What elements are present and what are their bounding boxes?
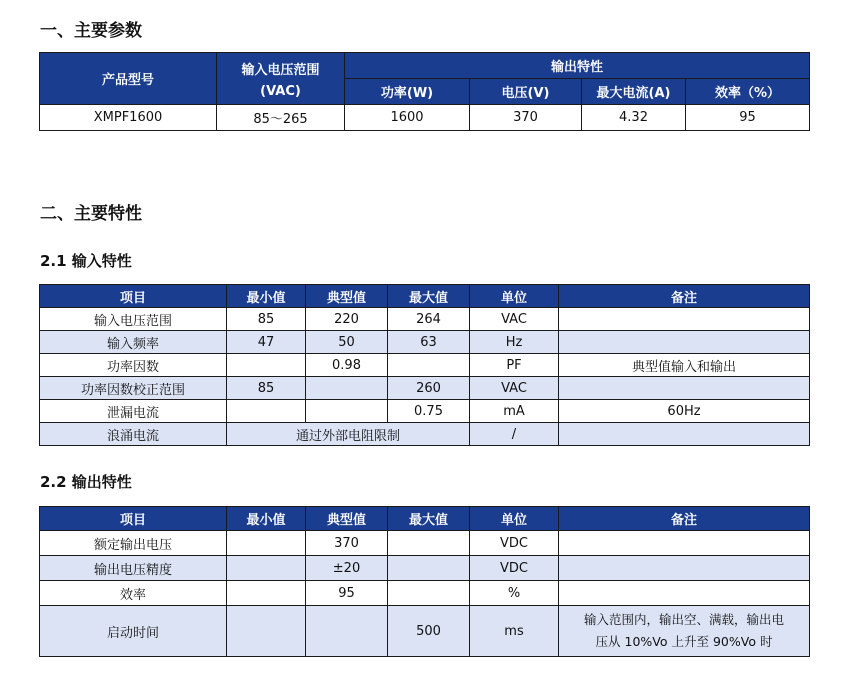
header-input-voltage-label: 输入电压范围 bbox=[241, 62, 320, 78]
cell-power: 1600 bbox=[345, 105, 470, 131]
header-voltage: 电压(V) bbox=[470, 79, 582, 105]
table-row bbox=[40, 354, 810, 377]
header-efficiency: 效率（%） bbox=[686, 79, 810, 105]
subsection-title-output: 2.2 输出特性 bbox=[40, 473, 132, 491]
cell-max: 63 bbox=[388, 331, 470, 354]
cell-unit: PF bbox=[470, 354, 559, 377]
note-line-2: 压从 10%Vo 上升至 90%Vo 时 bbox=[595, 634, 773, 649]
table-row bbox=[40, 400, 810, 423]
cell-input-range: 85～265 bbox=[217, 105, 345, 131]
cell-note bbox=[559, 377, 810, 400]
table-row bbox=[40, 423, 810, 446]
table-row bbox=[40, 531, 810, 556]
output-spec-table bbox=[39, 506, 810, 657]
table-row bbox=[40, 556, 810, 581]
cell-typ bbox=[306, 606, 388, 657]
cell-note: 60Hz bbox=[559, 400, 810, 423]
cell-model: XMPF1600 bbox=[40, 105, 217, 131]
cell-note: 典型值输入和输出 bbox=[559, 354, 810, 377]
header-power: 功率(W) bbox=[345, 79, 470, 105]
header-input-voltage bbox=[217, 53, 345, 105]
cell-efficiency: 95 bbox=[686, 105, 810, 131]
cell-item: 功率因数校正范围 bbox=[40, 377, 227, 400]
cell-unit: ms bbox=[470, 606, 559, 657]
cell-max bbox=[388, 531, 470, 556]
cell-max bbox=[388, 556, 470, 581]
cell-typ: 220 bbox=[306, 308, 388, 331]
table-row bbox=[40, 377, 810, 400]
cell-typ bbox=[306, 377, 388, 400]
header-min: 最小值 bbox=[227, 285, 306, 308]
table-row bbox=[40, 331, 810, 354]
cell-item: 功率因数 bbox=[40, 354, 227, 377]
header-min: 最小值 bbox=[227, 507, 306, 531]
table-row bbox=[40, 308, 810, 331]
cell-max: 264 bbox=[388, 308, 470, 331]
subsection-title-input: 2.1 输入特性 bbox=[40, 252, 132, 270]
header-unit: 单位 bbox=[470, 507, 559, 531]
cell-merged-value: 通过外部电阻限制 bbox=[227, 423, 470, 446]
cell-item: 额定输出电压 bbox=[40, 531, 227, 556]
header-note: 备注 bbox=[559, 285, 810, 308]
cell-max bbox=[388, 354, 470, 377]
header-item: 项目 bbox=[40, 285, 227, 308]
cell-note bbox=[559, 556, 810, 581]
cell-min: 47 bbox=[227, 331, 306, 354]
cell-typ: 0.98 bbox=[306, 354, 388, 377]
cell-item: 泄漏电流 bbox=[40, 400, 227, 423]
cell-min bbox=[227, 606, 306, 657]
cell-max-current: 4.32 bbox=[582, 105, 686, 131]
header-max: 最大值 bbox=[388, 507, 470, 531]
cell-note bbox=[559, 531, 810, 556]
cell-max: 500 bbox=[388, 606, 470, 657]
header-typ: 典型值 bbox=[306, 285, 388, 308]
cell-item: 启动时间 bbox=[40, 606, 227, 657]
cell-item: 输入频率 bbox=[40, 331, 227, 354]
cell-unit: / bbox=[470, 423, 559, 446]
cell-note bbox=[559, 581, 810, 606]
header-unit: 单位 bbox=[470, 285, 559, 308]
cell-typ: ±20 bbox=[306, 556, 388, 581]
table-row bbox=[40, 581, 810, 606]
cell-item: 输出电压精度 bbox=[40, 556, 227, 581]
cell-note bbox=[559, 606, 810, 657]
header-max-current: 最大电流(A) bbox=[582, 79, 686, 105]
cell-unit: % bbox=[470, 581, 559, 606]
cell-note bbox=[559, 331, 810, 354]
cell-typ: 370 bbox=[306, 531, 388, 556]
cell-unit: VDC bbox=[470, 531, 559, 556]
table-row bbox=[40, 606, 810, 657]
cell-min bbox=[227, 556, 306, 581]
cell-typ bbox=[306, 400, 388, 423]
header-model: 产品型号 bbox=[40, 53, 217, 105]
cell-unit: mA bbox=[470, 400, 559, 423]
cell-min bbox=[227, 400, 306, 423]
cell-item: 输入电压范围 bbox=[40, 308, 227, 331]
note-line-1: 输入范围内，输出空、满载，输出电 bbox=[583, 612, 784, 627]
main-params-table bbox=[39, 52, 810, 131]
table-row bbox=[40, 105, 810, 131]
cell-min bbox=[227, 531, 306, 556]
cell-voltage: 370 bbox=[470, 105, 582, 131]
cell-min bbox=[227, 354, 306, 377]
cell-max: 260 bbox=[388, 377, 470, 400]
header-input-voltage-unit: (VAC) bbox=[260, 83, 301, 99]
cell-min bbox=[227, 581, 306, 606]
cell-min: 85 bbox=[227, 377, 306, 400]
cell-min: 85 bbox=[227, 308, 306, 331]
cell-unit: VAC bbox=[470, 308, 559, 331]
section-title-main-features: 二、主要特性 bbox=[40, 204, 142, 224]
cell-unit: Hz bbox=[470, 331, 559, 354]
cell-unit: VAC bbox=[470, 377, 559, 400]
cell-unit: VDC bbox=[470, 556, 559, 581]
cell-max: 0.75 bbox=[388, 400, 470, 423]
input-spec-table bbox=[39, 284, 810, 446]
cell-typ: 95 bbox=[306, 581, 388, 606]
cell-note bbox=[559, 308, 810, 331]
cell-typ: 50 bbox=[306, 331, 388, 354]
header-item: 项目 bbox=[40, 507, 227, 531]
header-typ: 典型值 bbox=[306, 507, 388, 531]
cell-item: 效率 bbox=[40, 581, 227, 606]
header-output: 输出特性 bbox=[345, 53, 810, 79]
cell-max bbox=[388, 581, 470, 606]
section-title-main-params: 一、主要参数 bbox=[40, 21, 142, 41]
header-max: 最大值 bbox=[388, 285, 470, 308]
cell-note bbox=[559, 423, 810, 446]
cell-item: 浪涌电流 bbox=[40, 423, 227, 446]
header-note: 备注 bbox=[559, 507, 810, 531]
